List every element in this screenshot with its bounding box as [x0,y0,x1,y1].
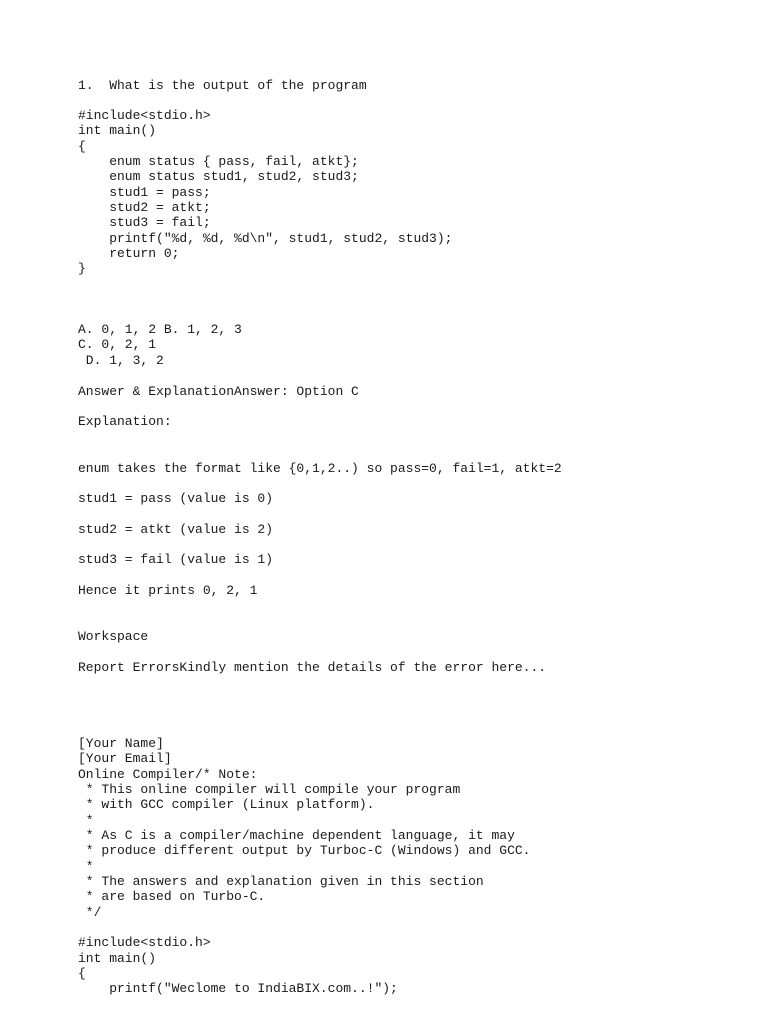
your-email-field[interactable]: [Your Email] [78,751,172,766]
code-line: } [78,261,86,276]
your-name-field[interactable]: [Your Name] [78,736,164,751]
code-line: printf("%d, %d, %d\n", stud1, stud2, stud3); [78,231,453,246]
compiler-code-line: int main() [78,951,157,966]
explanation-line: enum takes the format like {0,1,2..) so pass=0, fail=1, atkt=2 [78,461,562,476]
question-title: 1. What is the output of the program [78,78,367,93]
code-line: enum status { pass, fail, atkt}; [78,154,359,169]
code-line: return 0; [78,246,180,261]
code-line: int main() [78,123,157,138]
code-line: #include<stdio.h> [78,108,211,123]
compiler-line: Online Compiler/* Note: [78,767,258,782]
compiler-line: * As C is a compiler/machine dependent language, it may [78,828,515,843]
option-line: D. 1, 3, 2 [78,353,164,368]
explanation-line: Hence it prints 0, 2, 1 [78,583,258,598]
explanation-line: stud3 = fail (value is 1) [78,552,274,567]
option-line: A. 0, 1, 2 B. 1, 2, 3 [78,322,242,337]
explanation-label: Explanation: [78,414,172,429]
answer-heading: Answer & ExplanationAnswer: Option C [78,384,359,399]
option-line: C. 0, 2, 1 [78,337,157,352]
code-line: { [78,139,86,154]
compiler-line: * with GCC compiler (Linux platform). [78,797,375,812]
code-line: enum status stud1, stud2, stud3; [78,169,359,184]
explanation-line: stud2 = atkt (value is 2) [78,522,274,537]
explanation-line: stud1 = pass (value is 0) [78,491,274,506]
compiler-code-line: #include<stdio.h> [78,935,211,950]
report-errors-field[interactable]: Report ErrorsKindly mention the details of the error here... [78,660,547,675]
compiler-line: * This online compiler will compile your program [78,782,461,797]
compiler-line: * [78,813,94,828]
code-line: stud2 = atkt; [78,200,211,215]
compiler-line: * The answers and explanation given in this section [78,874,484,889]
code-line: stud3 = fail; [78,215,211,230]
compiler-code-line: printf("Weclome to IndiaBIX.com..!"); [78,981,398,996]
code-line: stud1 = pass; [78,185,211,200]
compiler-code-line: { [78,966,86,981]
compiler-line: */ [78,905,102,920]
workspace-link[interactable]: Workspace [78,629,149,644]
compiler-line: * [78,859,94,874]
compiler-line: * produce different output by Turboc-C (Windows) and GCC. [78,843,531,858]
compiler-line: * are based on Turbo-C. [78,889,266,904]
